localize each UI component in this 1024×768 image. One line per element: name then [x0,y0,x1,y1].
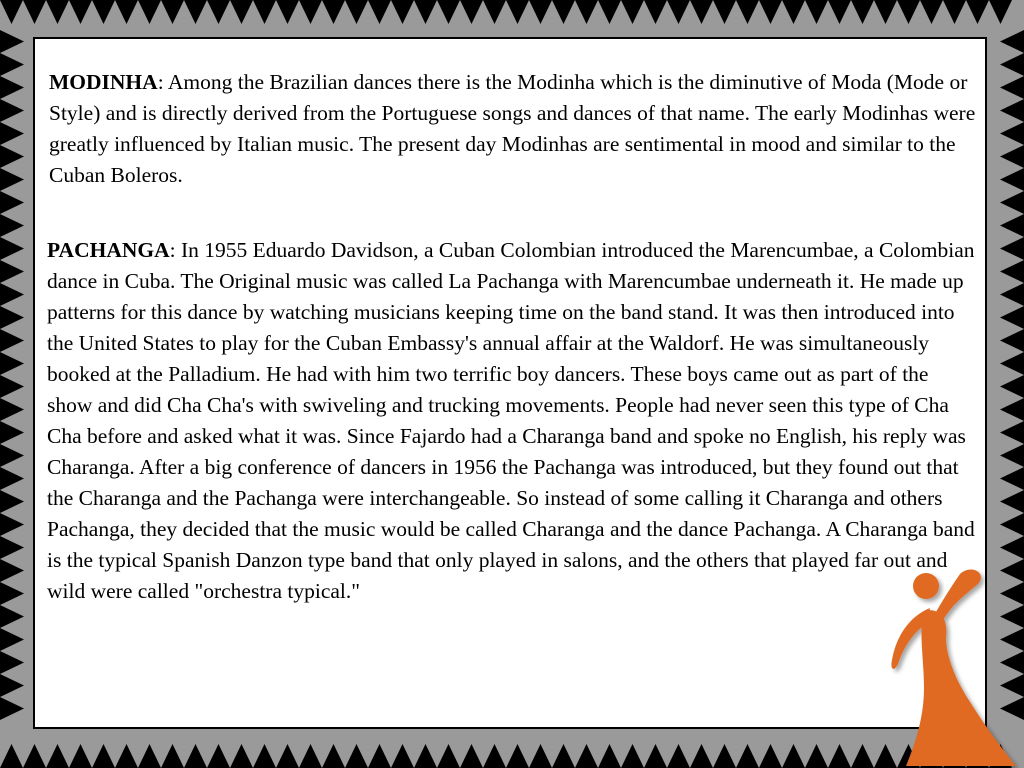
pachanga-paragraph [47,235,979,607]
dancer-logo-icon [870,560,1024,768]
modinha-term: MODINHA [49,70,158,94]
modinha-paragraph [49,67,979,191]
pachanga-term: PACHANGA [47,238,170,262]
modinha-text: : Among the Brazilian dances there is the Modinha which is the diminutive of Moda (Mode or Style) and is directly derived from the Portuguese songs and dances of that name. The early Modinhas were greatly influenced by Italian music. The present day Modinhas are sentimental in mood and similar to the Cuban Boleros. [49,70,976,187]
content-panel [33,37,987,729]
pachanga-text: : In 1955 Eduardo Davidson, a Cuban Colombian introduced the Marencumbae, a Colombian dance in Cuba. The Original music was called La Pachanga with Marencumbae underneath it. He made up patterns for this dance by watching musicians keeping time on the band stand. It was then introduced into the United States to play for the Cuban Embassy's annual affair at the Waldorf. He was simultaneously booked at the Palladium. He had with him two terrific boy dancers. These boys came out as part of the show and did Cha Cha's with swiveling and trucking movements. People had never seen this type of Cha Cha before and asked what it was. Since Fajardo had a Charanga band and spoke no English, his reply was Charanga. After a big conference of dancers in 1956 the Pachanga was introduced, but they found out that the Charanga and the Pachanga were interchangeable. So instead of some calling it Charanga and others Pachanga, they decided that the music would be called Charanga and the dance Pachanga. A Charanga band is the typical Spanish Danzon type band that only played in salons, and the others that played far out and wild were called "orchestra typical." [47,238,975,603]
